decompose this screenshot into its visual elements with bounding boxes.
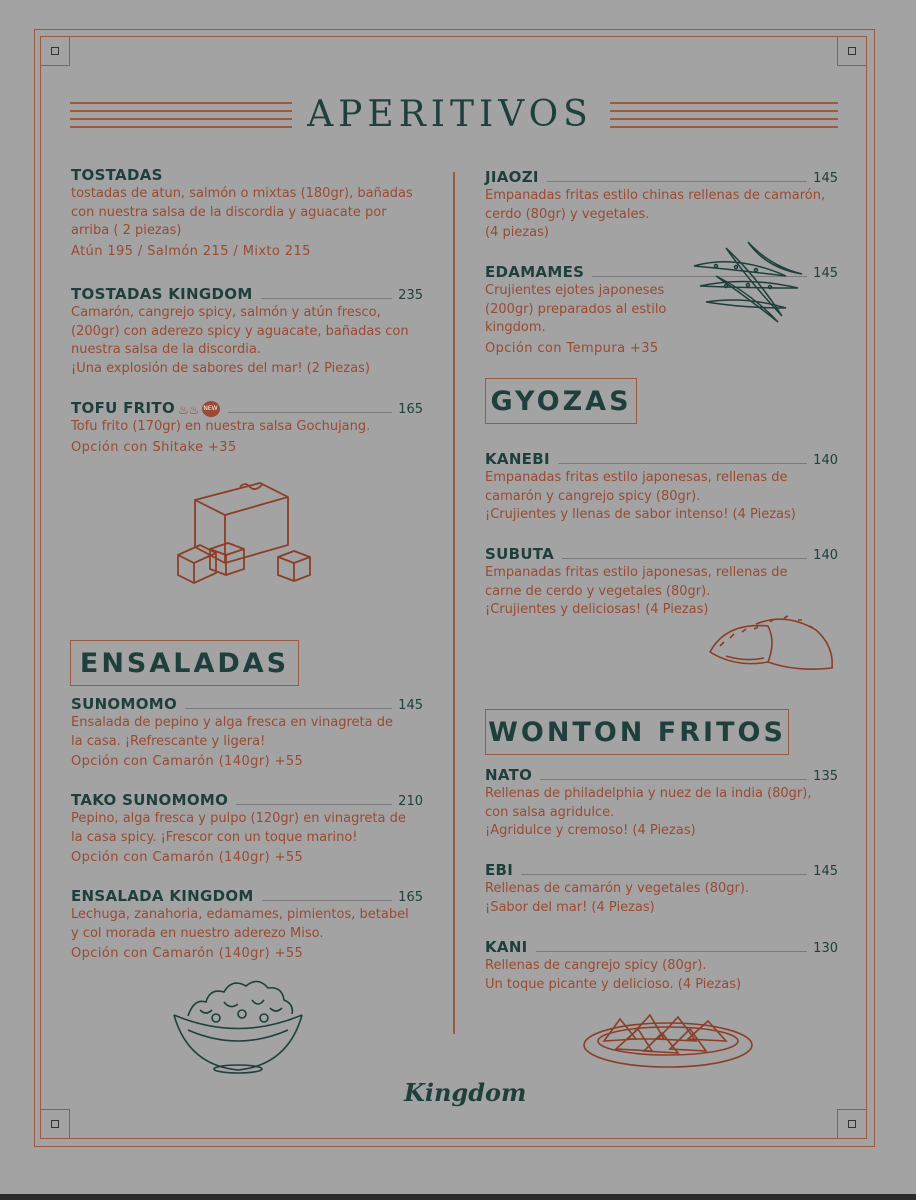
desc-line: Tofu frito (170gr) en nuestra salsa Gochujang. [71, 419, 371, 434]
leader-line [558, 463, 807, 464]
title-lines-left [70, 102, 292, 129]
item-description [71, 418, 423, 437]
desc-line: Rellenas de philadelphia y nuez de la india (80gr), [485, 786, 812, 801]
item-description [71, 810, 423, 847]
page-title: APERITIVOS [307, 94, 593, 135]
item-description [485, 785, 838, 841]
item-options: Opción con Camarón (140gr) +55 [71, 946, 304, 961]
corner-ornament-tl [40, 36, 70, 66]
corner-ornament-tr [837, 36, 867, 66]
column-divider [453, 172, 455, 1034]
desc-line: Rellenas de camarón y vegetales (80gr). [485, 881, 750, 896]
item-name: JIAOZI [485, 168, 539, 186]
item-price: 235 [398, 288, 423, 303]
leader-line [262, 900, 393, 901]
menu-item [71, 285, 423, 378]
menu-item [485, 938, 838, 994]
menu-item [485, 168, 838, 243]
tofu-illustration [170, 475, 320, 590]
brand-logo: Kingdom [404, 1078, 527, 1107]
section-title-gyozas: GYOZAS [485, 378, 637, 424]
desc-line: Empanadas fritas estilo japonesas, rellenas de [485, 470, 788, 485]
item-description [485, 880, 838, 917]
item-price: 140 [813, 548, 838, 563]
desc-line: la casa spicy. ¡Frescor con un toque marino! [71, 829, 358, 845]
item-options: Opción con Camarón (140gr) +55 [71, 850, 304, 865]
item-name: NATO [485, 766, 533, 784]
fire-icon: ♨♨ [178, 403, 200, 417]
desc-line: la casa. ¡Refrescante y ligera! [71, 733, 266, 749]
menu-item [485, 861, 838, 917]
desc-line: Crujientes ejotes japoneses [485, 283, 665, 298]
section-title-wonton: WONTON FRITOS [485, 709, 789, 755]
menu-item [71, 887, 423, 961]
leader-line [185, 708, 392, 709]
desc-line: Empanadas fritas estilo chinas rellenas de camarón, [485, 188, 826, 203]
item-price: 135 [813, 769, 838, 784]
leader-line [261, 298, 393, 299]
desc-line: Un toque picante y delicioso. (4 Piezas) [485, 976, 742, 992]
desc-line: Rellenas de cangrejo spicy (80gr). [485, 958, 707, 973]
menu-item [71, 695, 423, 769]
desc-line: nuestra salsa de la discordia. [71, 342, 261, 357]
leader-line [536, 951, 808, 952]
item-description [485, 469, 838, 525]
desc-line: (200gr) preparados al estilo [485, 301, 667, 317]
item-price: 145 [813, 171, 838, 186]
bottom-bar [0, 1194, 916, 1200]
desc-line: kingdom. [485, 320, 546, 335]
menu-item [485, 450, 838, 525]
item-price: 130 [813, 941, 838, 956]
item-price: 145 [398, 698, 423, 713]
item-options: Opción con Shitake +35 [71, 439, 237, 455]
menu-item [485, 545, 838, 620]
desc-line: Lechuga, zanahoria, edamames, pimientos, betabel [71, 907, 409, 922]
desc-line: carne de cerdo y vegetales (80gr). [485, 583, 711, 599]
desc-line: Pepino, alga fresca y pulpo (120gr) en vinagreta de [71, 811, 406, 826]
item-options: Opción con Camarón (140gr) +55 [71, 754, 304, 769]
corner-ornament-br [837, 1109, 867, 1139]
desc-line: Camarón, cangrejo spicy, salmón y atún fresco, [71, 305, 381, 320]
item-name: ENSALADA KINGDOM [71, 887, 254, 905]
desc-line: Ensalada de pepino y alga fresca en vinagreta de [71, 715, 393, 730]
desc-line: ¡Crujientes y deliciosas! (4 Piezas) [485, 602, 709, 617]
leader-line [562, 558, 807, 559]
item-name: TOSTADAS [71, 166, 163, 184]
leader-line [547, 181, 807, 182]
section-title-ensaladas: ENSALADAS [70, 640, 299, 686]
desc-line: con nuestra salsa de la discordia y aguacate por [71, 204, 387, 220]
desc-line: ¡Sabor del mar! (4 Piezas) [485, 899, 655, 915]
desc-line: ¡Agridulce y cremoso! (4 Piezas) [485, 823, 696, 838]
item-description [71, 906, 423, 943]
item-description [485, 187, 838, 243]
edamame-illustration [686, 236, 806, 324]
desc-line: (4 piezas) [485, 225, 549, 240]
item-price: 165 [398, 890, 423, 905]
item-price: 210 [398, 794, 423, 809]
item-name: EDAMAMES [485, 263, 585, 281]
item-description [485, 957, 838, 994]
item-description [71, 304, 423, 378]
desc-line: Empanadas fritas estilo japonesas, rellenas de [485, 565, 788, 580]
desc-line: con salsa agridulce. [485, 804, 615, 820]
item-name: SUBUTA [485, 545, 555, 563]
leader-line [228, 412, 393, 413]
item-name: TAKO SUNOMOMO [71, 791, 229, 809]
item-price: 145 [813, 266, 838, 281]
menu-item [71, 791, 423, 865]
leader-line [540, 779, 807, 780]
wonton-plate-illustration [580, 1005, 756, 1071]
item-name: KANEBI [485, 450, 550, 468]
item-description [71, 185, 423, 241]
item-name: EBI [485, 861, 514, 879]
item-options: Atún 195 / Salmón 215 / Mixto 215 [71, 243, 311, 259]
menu-item [71, 399, 423, 455]
desc-line: cerdo (80gr) y vegetales. [485, 206, 650, 222]
menu-item [485, 766, 838, 841]
title-lines-right [610, 102, 838, 129]
desc-line: tostadas de atun, salmón o mixtas (180gr), bañadas [71, 186, 413, 201]
item-name: TOSTADAS KINGDOM [71, 285, 253, 303]
desc-line: arriba ( 2 piezas) [71, 223, 182, 238]
desc-line: ¡Una explosión de sabores del mar! (2 Piezas) [71, 360, 370, 376]
item-options: Opción con Tempura +35 [485, 340, 659, 356]
item-price: 145 [813, 864, 838, 879]
gyoza-illustration [706, 612, 838, 674]
leader-line [521, 874, 807, 875]
item-price: 165 [398, 402, 423, 417]
item-name: KANI [485, 938, 528, 956]
item-description [71, 714, 423, 751]
item-name: SUNOMOMO [71, 695, 178, 713]
desc-line: (200gr) con aderezo spicy y aguacate, bañadas con [71, 323, 409, 339]
new-badge-icon: NEW [202, 401, 220, 417]
desc-line: y col morada en nuestro aderezo Miso. [71, 925, 324, 941]
leader-line [236, 804, 392, 805]
desc-line: ¡Crujientes y llenas de sabor intenso! (4 Piezas) [485, 507, 796, 522]
item-name: TOFU FRITO [71, 399, 175, 417]
menu-item [71, 166, 423, 259]
item-price: 140 [813, 453, 838, 468]
desc-line: camarón y cangrejo spicy (80gr). [485, 488, 701, 504]
corner-ornament-bl [40, 1109, 70, 1139]
salad-bowl-illustration [168, 980, 308, 1075]
